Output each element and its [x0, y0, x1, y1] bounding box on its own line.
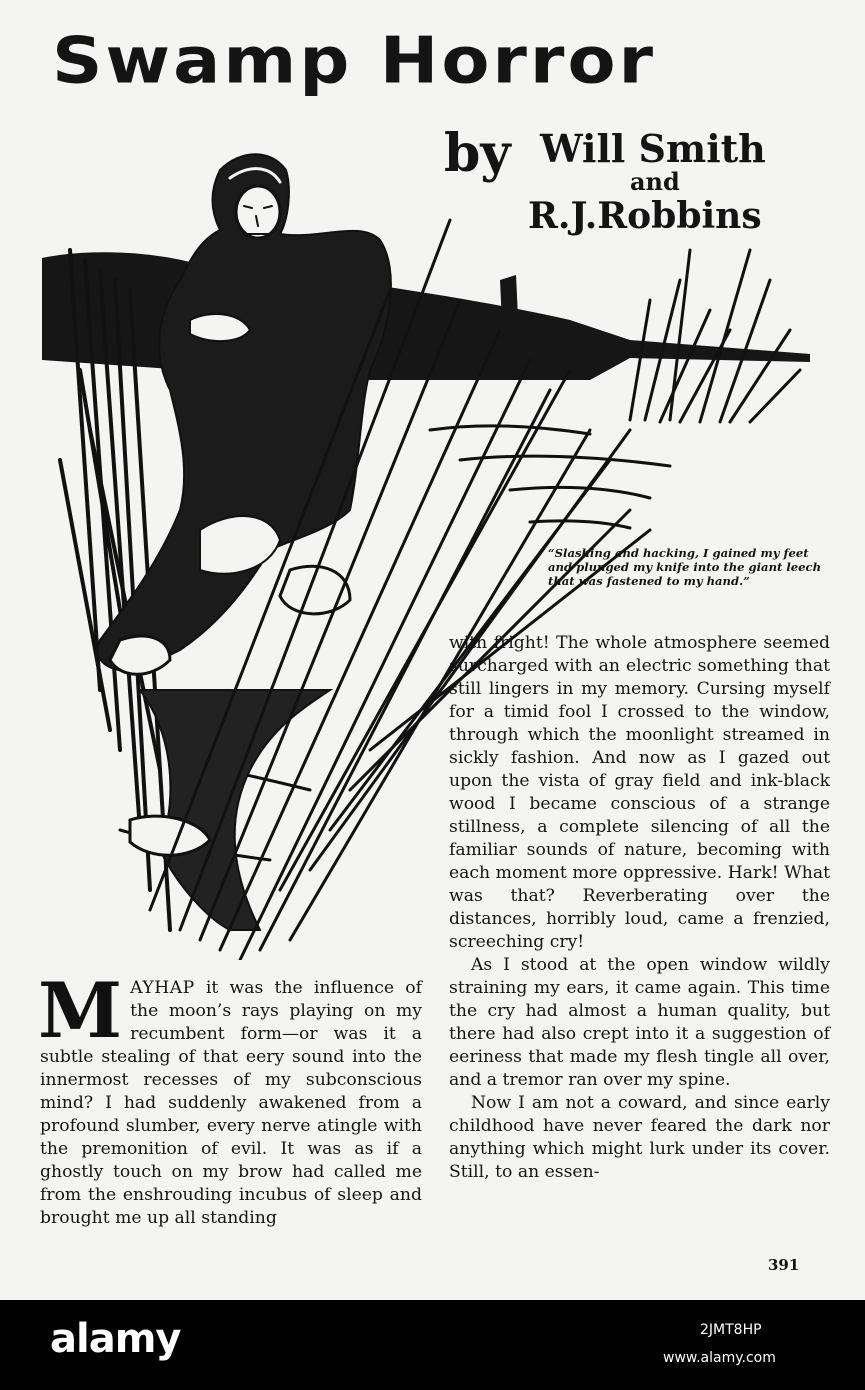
author-will-smith: Will Smith: [540, 126, 766, 171]
site-url: www.alamy.com: [663, 1350, 776, 1366]
left-column: [38, 966, 422, 1230]
image-id: 2JMT8HP: [700, 1322, 762, 1338]
opening-smallcaps: AYHAP: [130, 978, 195, 998]
marsh-grass-right: [630, 250, 800, 422]
right-column: [449, 632, 830, 1184]
byline-and: and: [630, 167, 680, 196]
story-title: Swamp Horror: [52, 22, 657, 98]
illustration-caption: “Slashing and hacking, I gained my feet and plunged my knife into the giant leech that was fastened to my hand.”: [548, 546, 822, 588]
drop-cap: M: [38, 966, 123, 1055]
paragraph-continued: with fright! The whole atmosphere seemed surcharged with an electric something that still lingers in my memory. Cursing myself for a timid fool I crossed to the window, through which the moonlight streamed in sickly fashion. And now as I gazed out upon the vista of gray field and ink-black wood I became conscious of a strange stillness, a complete silencing of all the familiar sounds of nature, becoming with each moment more oppressive. Hark! What was that? Reverberating over the distances, horribly loud, came a frenzied, screeching cry!: [449, 633, 830, 952]
opening-text: it was the influence of the moon’s rays playing on my recumbent form—or was it a subtle stealing of that eery sound into the innermost recesses of my subconscious mind? I had suddenly awakened from a profound slumber, every nerve atingle with the premonition of evil. It was as if a ghostly touch on my brow had called me from the enshrouding incubus of sleep and brought me up all standing: [40, 978, 422, 1228]
byline-by: by: [444, 123, 511, 184]
horizon-bank: [42, 252, 810, 380]
paragraph-coward: Now I am not a coward, and since early childhood have never feared the dark nor anything which might lurk under its cover. Still, to an essen-: [449, 1093, 830, 1182]
alamy-logo: alamy: [50, 1316, 181, 1362]
paragraph-window: As I stood at the open window wildly straining my ears, it came again. This time the cry had almost a human quality, but there had also crept into it a suggestion of eeriness that made my flesh tingle all over, and a tremor ran over my spine.: [449, 955, 830, 1090]
page-number: 391: [768, 1256, 800, 1274]
author-rj-robbins: R.J.Robbins: [528, 195, 762, 237]
opening-paragraph: [38, 966, 422, 1230]
